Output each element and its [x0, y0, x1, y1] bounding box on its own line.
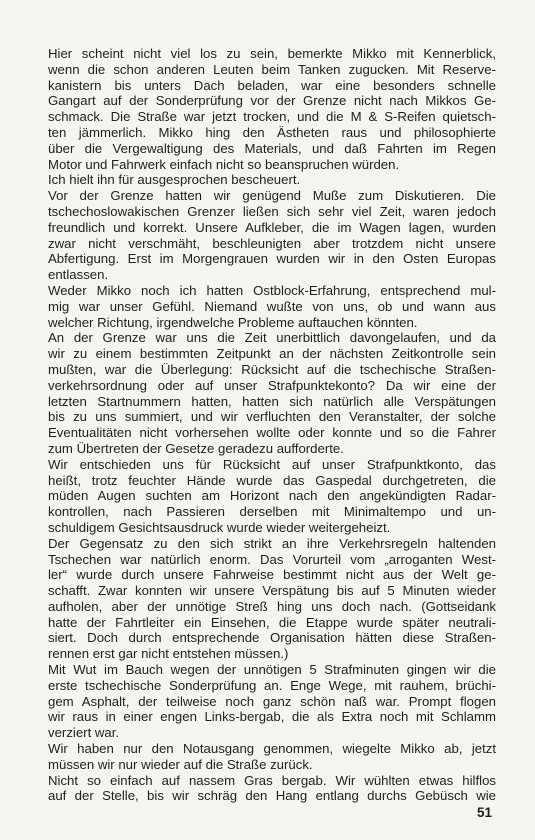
- text-line: Ich hielt ihn für ausgesprochen bescheuert.: [48, 172, 301, 188]
- text-line: müssen wir nur wieder auf die Straße zurück.: [48, 756, 313, 772]
- text-line: Weder Mikko noch ich hatten Ostblock-Erfahrung, entsprechend mul-: [48, 282, 496, 298]
- text-line: Tschechen war natürlich enorm. Das Vorurteil vom „arroganten West-: [48, 551, 496, 567]
- text-line: verziert war.: [48, 725, 120, 741]
- text-line: erste tschechische Sonderprüfung an. Enge Wege, mit rauhem, brüchi-: [48, 677, 496, 693]
- text-line: Eventualitäten nicht vorhersehen wollte oder konnte und so die Fahrer: [48, 425, 496, 441]
- text-line: An der Grenze war uns die Zeit unerbittlich davongelaufen, und da: [48, 330, 496, 346]
- text-line: gem Asphalt, der teilweise noch ganz schön naß war. Prompt flogen: [48, 693, 496, 709]
- text-line: zwar nicht verschmäht, beschleunigten aber trotzdem nicht unsere: [48, 235, 496, 251]
- text-line: Wir haben nur den Notausgang genommen, wiegelte Mikko ab, jetzt: [48, 741, 496, 757]
- text-line: hatte der Fahrtleiter ein Einsehen, die Etappe wurde später neutrali-: [48, 614, 496, 630]
- text-line: über die Vergewaltigung des Materials, und daß Fahrten im Regen: [48, 140, 496, 156]
- text-line: ler“ wurde durch unsere Fahrweise bestimmt nicht aus der Welt ge-: [48, 567, 496, 583]
- body-text: [48, 46, 496, 804]
- text-line: schmack. Die Straße war jetzt trocken, und die M & S-Reifen quietsch-: [48, 109, 496, 125]
- text-line: welcher Richtung, irgendwelche Probleme auftauchen könnten.: [48, 314, 418, 330]
- text-line: Vor der Grenze hatten wir genügend Muße zum Diskutieren. Die: [48, 188, 496, 204]
- page-number: 51: [477, 805, 493, 820]
- text-line: letzten Startnummern hatten, hatten sich natürlich alle Verspätungen: [48, 393, 496, 409]
- text-line: aufholen, aber der unnötige Streß hing uns doch nach. (Gottseidank: [48, 598, 496, 614]
- text-line: müden Augen suchten am Horizont nach den angekündigten Radar-: [48, 488, 496, 504]
- text-line: Abfertigung. Erst im Morgengrauen wurden wir in den Osten Europas: [48, 251, 496, 267]
- text-line: Gangart auf der Sonderprüfung vor der Grenze nicht nach Mikkos Ge-: [48, 93, 496, 109]
- text-line: freundlich und korrekt. Unsere Aufkleber, die im Wagen lagen, wurden: [48, 219, 496, 235]
- text-line: Wir entschieden uns für Rücksicht auf unser Strafpunktkonto, das: [48, 456, 496, 472]
- text-line: kanistern bis unters Dach beladen, war eine besonders schnelle: [48, 77, 496, 93]
- text-line: schafft. Zwar konnten wir unsere Verspätung bis auf 5 Minuten wieder: [48, 583, 496, 599]
- text-line: Der Gegensatz zu den sich strikt an ihre Verkehrsregeln haltenden: [48, 535, 496, 551]
- text-line: wir zu einem bestimmten Zeitpunkt an der nächsten Zeitkontrolle sein: [48, 346, 496, 362]
- text-line: bis zu uns summiert, und wir verfluchten den Veranstalter, der solche: [48, 409, 496, 425]
- text-line: Nicht so einfach auf nassem Gras bergab. Wir wühlten etwas hilflos: [48, 772, 496, 788]
- text-line: Mit Wut im Bauch wegen der unnötigen 5 Strafminuten gingen wir die: [48, 662, 496, 678]
- text-line: mußten, war die Überlegung: Rücksicht auf die tschechische Straßen-: [48, 361, 496, 377]
- text-line: schuldigem Gesichtsausdruck wurde wieder weitergeheizt.: [48, 519, 391, 535]
- text-line: ten jämmerlich. Mikko hing den Ästheten raus und philosophierte: [48, 124, 496, 140]
- text-line: auf der Stelle, bis wir schräg den Hang entlang durchs Gebüsch wie: [48, 788, 496, 804]
- text-line: heißt, trotz feuchter Hände wurde das Gaspedal durchgetreten, die: [48, 472, 496, 488]
- text-line: entlassen.: [48, 267, 109, 283]
- text-line: tschechoslowakischen Grenzer ließen sich sehr viel Zeit, waren jedoch: [48, 203, 496, 219]
- text-line: wenn die schon anderen Leuten beim Tanken zugucken. Mit Reserve-: [48, 61, 496, 77]
- text-line: mig war unser Gefühl. Niemand wußte von uns, ob und wann aus: [48, 298, 496, 314]
- text-line: wir raus in einer engen Links-bergab, die als Extra noch mit Schlamm: [48, 709, 496, 725]
- text-line: siert. Doch durch entsprechende Organisation hätten diese Straßen-: [48, 630, 496, 646]
- text-line: Motor und Fahrwerk einfach nicht so beanspruchen würden.: [48, 156, 400, 172]
- text-line: Hier scheint nicht viel los zu sein, bemerkte Mikko mit Kennerblick,: [48, 46, 496, 61]
- text-line: verkehrsordnung oder auf unser Strafpunktekonto? Da wir eine der: [48, 377, 496, 393]
- text-line: kontrollen, nach Passieren derselben mit Minimaltempo und un-: [48, 504, 496, 520]
- text-line: zum Übertreten der Gesetze geradezu aufforderte.: [48, 440, 344, 456]
- text-line: rennen erst gar nicht entstehen müssen.): [48, 646, 289, 662]
